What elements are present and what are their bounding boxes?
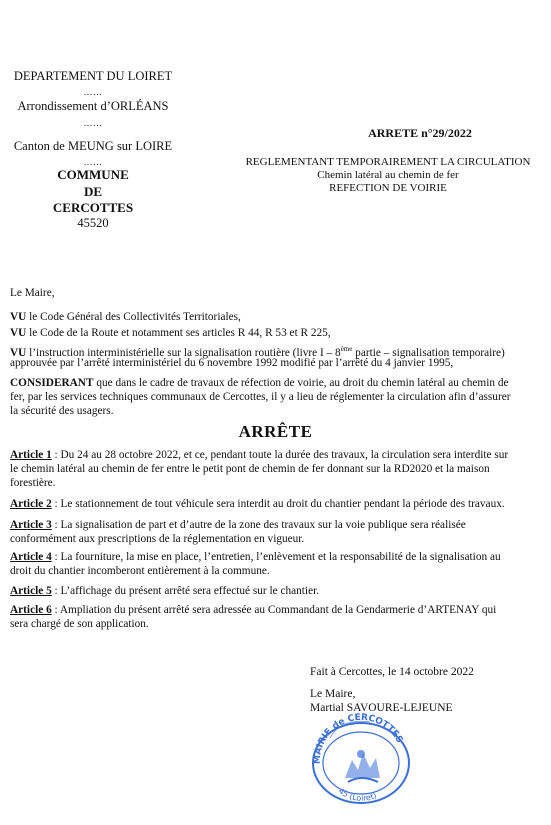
considerant-line-2: fer, par les services techniques communaux de Cercottes, il y a lieu de réglementer la circulation afin d’assurer — [10, 391, 511, 403]
article-text: : Du 24 au 28 octobre 2022, et ce, pendant toute la durée des travaux, la circulation sera interdite sur — [51, 449, 509, 461]
article-2-line-1 — [10, 497, 538, 511]
vu-label: VU — [10, 327, 27, 339]
stamp-text-top: MAIRIE de CERCOTTES — [312, 712, 405, 765]
article-text: : Le stationnement de tout véhicule sera interdit au droit du chantier pendant la période des travaux. — [51, 498, 505, 510]
vu-text: l’instruction interministérielle sur la signalisation routière (livre I – 8 — [26, 346, 341, 359]
article-text: : La fourniture, la mise en place, l’entretien, l’enlèvement et la responsabilité de la signalisation au — [51, 551, 501, 563]
commune-de-label: DE — [83, 184, 103, 199]
vu-text: le Code de la Route et notamment ses articles R 44, R 53 et R 225, — [26, 327, 331, 339]
commune-name: CERCOTTES — [52, 200, 134, 215]
article-text: : Ampliation du présent arrêté sera adressée au Commandant de la Gendarmerie d’ARTENAY qui — [51, 604, 497, 616]
subtitle-line3: REFECTION DE VOIRIE — [329, 182, 447, 194]
subtitle-line2: Chemin latéral au chemin de fer — [317, 169, 459, 181]
article-label: Article 2 — [10, 498, 52, 510]
article-label: Article 6 — [10, 604, 52, 616]
article-label: Article 1 — [10, 449, 52, 461]
vu-text: partie – signalisation temporaire) — [352, 346, 505, 359]
separator-dots: …… — [83, 87, 103, 97]
article-3-line-1 — [10, 518, 538, 532]
considerant-text: que dans le cadre de travaux de réfection de voirie, au droit du chemin latéral au chemin de — [93, 377, 509, 389]
article-label: Article 4 — [10, 551, 52, 563]
article-text: : La signalisation de part et d’autre de la zone des travaux sur la voie publique sera réalisée — [51, 519, 466, 531]
superscript: ème — [340, 345, 353, 353]
canton-label: Canton de MEUNG sur LOIRE — [13, 139, 173, 153]
separator-dots: …… — [83, 118, 103, 128]
subtitle-line1: REGLEMENTANT TEMPORAIREMENT LA CIRCULATION — [245, 156, 531, 168]
signature-name: Martial SAVOURE-LEJEUNE — [310, 702, 453, 714]
article-label: Article 3 — [10, 519, 52, 531]
article-1-line-3: forestière. — [10, 477, 56, 489]
vu-line-2 — [10, 326, 538, 340]
article-1-line-1 — [10, 448, 538, 462]
signature-place-date: Fait à Cercottes, le 14 octobre 2022 — [310, 666, 474, 678]
vu-label: VU — [10, 346, 27, 359]
article-4-line-2: droit du chantier incomberont entièrement à la commune. — [10, 565, 270, 577]
vu-label: VU — [10, 311, 27, 323]
considerant-line-1 — [10, 376, 538, 390]
article-1-line-2: le chemin latéral au chemin de fer entre le petit pont de chemin de fer donnant sur la RD2020 et la maison — [10, 463, 490, 475]
article-5-line-1 — [10, 584, 538, 598]
vu-line-3-cont: approuvée par l’arrêté interministériel du 6 novembre 1992 modifié par l’arrêté du 4 janvier 1995, — [10, 357, 454, 369]
postal-code: 45520 — [77, 216, 109, 230]
article-6-line-1 — [10, 603, 538, 617]
mairie-stamp — [300, 708, 422, 808]
stamp-text-bottom: 45 (Loiret) — [336, 786, 378, 803]
considerant-label: CONSIDERANT — [10, 377, 94, 389]
arrete-title: ARRÊTE — [238, 422, 313, 441]
article-6-line-2: sera chargé de son application. — [10, 618, 149, 630]
separator-dots: …… — [83, 157, 103, 167]
arrondissement-label: Arrondissement d’ORLÉANS — [17, 99, 169, 113]
vu-text: le Code Général des Collectivités Territoriales, — [26, 311, 241, 323]
stamp-seal-icon — [300, 708, 422, 808]
commune-label: COMMUNE — [57, 167, 129, 182]
vu-line-1 — [10, 310, 538, 324]
considerant-line-3: la sécurité des usagers. — [10, 405, 114, 417]
maire-intro: Le Maire, — [10, 287, 55, 299]
article-3-line-2: conformément aux prescriptions de la réglementation en vigueur. — [10, 533, 305, 545]
departement-label: DEPARTEMENT DU LOIRET — [13, 69, 173, 83]
article-4-line-1 — [10, 550, 538, 564]
article-label: Article 5 — [10, 585, 52, 597]
signature-role: Le Maire, — [310, 688, 356, 700]
article-text: : L’affichage du présent arrêté sera effectué sur le chantier. — [51, 585, 320, 597]
arrete-number: ARRETE n°29/2022 — [368, 126, 472, 140]
